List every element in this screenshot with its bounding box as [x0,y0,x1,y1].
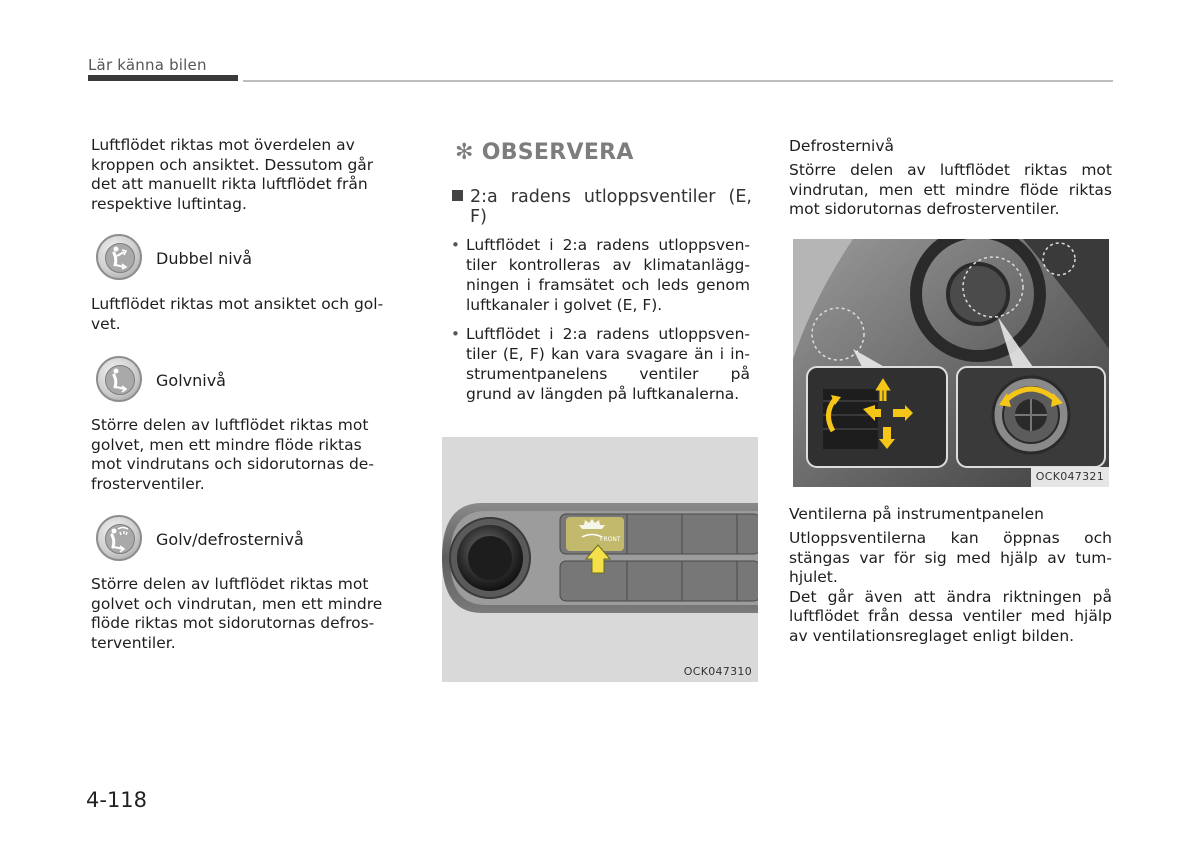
observe-symbol-icon: ✻ [455,140,474,165]
vents-paragraph: Utloppsventilerna kan öppnas och stängas var för sig med hjälp av tum- hjulet. Det går även att ändra riktningen på luftflödet från dessa ventiler med hjälp av ventilationsreglaget enligt bilden. [789,529,1112,645]
mode-desc-dual: Luftflödet riktas mot ansiktet och gol- vet. [91,295,384,333]
mode-label-dual: Dubbel nivå [156,249,253,268]
mode-desc-floor: Större delen av luftflödet riktas mot golvet, men ett mindre flöde riktas mot vindrutans och sidorutornas de- frosterventiler. [91,416,374,493]
page-number: 4-118 [86,788,148,812]
header-rule [243,80,1113,82]
climate-panel-figure [442,437,758,682]
figure-code: OCK047321 [1035,470,1104,483]
dashboard-vents-figure [793,239,1109,487]
mode-label-floor: Golvnivå [156,371,226,390]
front-button-text: FRONT [600,536,621,543]
intro-paragraph: Luftflödet riktas mot överdelen av kroppen och ansiktet. Dessutom går det att manuellt rikta luftflödet från respektive luftintag. [91,136,374,213]
mode-label-floor-defrost: Golv/defrosternivå [156,530,304,549]
vents-heading: Ventilerna på instrumentpanelen [789,505,1044,523]
section-header: Lär känna bilen [88,56,207,74]
bullet-dot-icon: • [451,325,460,343]
defrost-heading: Defrosternivå [789,137,895,155]
dual-level-vent-icon [96,234,142,280]
square-bullet-icon [452,190,463,201]
bullet-dot-icon: • [451,236,460,254]
mode-desc-floor-defrost: Större delen av luftflödet riktas mot golvet och vindrutan, men ett mindre flöde riktas mot sidorutornas defros- terventiler. [91,575,383,652]
bullet-item-2: Luftflödet i 2:a radens utloppsven- tiler (E, F) kan vara svagare än i in- strumentpanelens ventiler på grund av längden på luftkanalerna. [466,325,750,403]
floor-defrost-vent-icon [96,515,142,561]
observe-title: OBSERVERA [481,140,634,165]
observe-heading [455,140,634,165]
second-row-vents-subheading: 2:a radens utloppsventiler (E, F) [452,187,752,227]
bullet-item-1: Luftflödet i 2:a radens utloppsven- tiler kontrolleras av klimatanlägg- ningen i framsätet och leds genom luftkanaler i golvet (E, F). [466,236,750,314]
figure-code: OCK047310 [683,665,752,678]
header-bar [88,75,238,81]
floor-vent-icon [96,356,142,402]
defrost-paragraph: Större delen av luftflödet riktas mot vindrutan, men ett mindre flöde riktas mot sidorutornas defrosterventiler. [789,161,1112,218]
